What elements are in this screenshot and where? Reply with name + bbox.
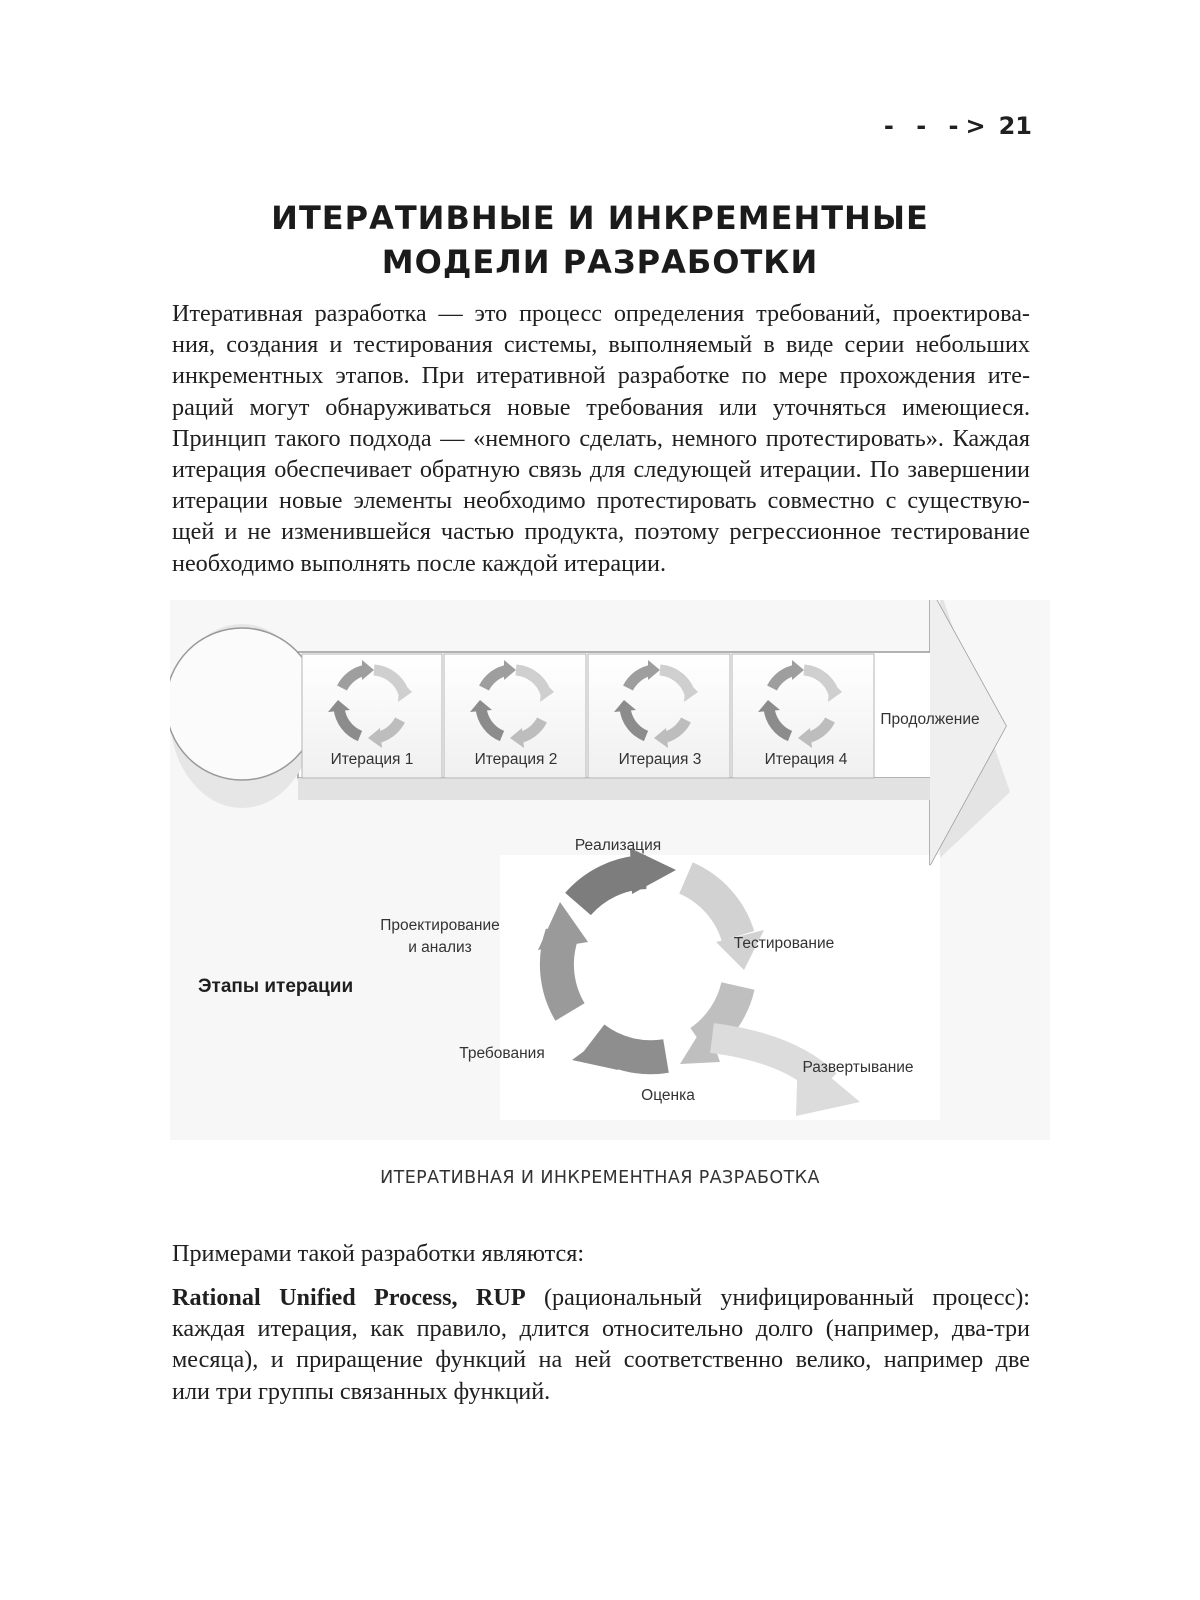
intro-line: Принцип такого подхода — «немного сделать, немного протестировать». Каждая [172,424,1030,452]
iteration-label: Итерация 3 [618,751,702,768]
title-line-1: ИТЕРАТИВНЫЕ И ИНКРЕМЕНТНЫЕ [271,199,929,237]
stage-testing: Тестирование [733,935,835,952]
intro-line: необходимо выполнять после каждой итерации. [172,549,667,577]
iteration-panel [732,654,874,778]
rup-paragraph [172,1282,1030,1407]
intro-line: щей и не изменившейся частью продукта, поэтому регрессионное тестирование [172,518,1030,546]
stage-implementation: Реализация [574,837,662,854]
rup-line: или три группы связанных функций. [172,1377,551,1405]
rup-line-1 [172,1282,1030,1313]
iteration-panel [588,654,730,778]
examples-intro: Примерами такой разработки являются: [172,1240,585,1267]
stage-deployment: Развертывание [802,1059,914,1076]
rup-term: Rational Unified Process, RUP [172,1284,526,1311]
rup-line-1-rest: (рациональный унифицированный процесс): [525,1284,1030,1311]
start-circle [170,628,318,780]
iteration-panel [302,654,442,778]
iteration-label: Итерация 1 [330,751,414,768]
intro-line: итерации новые элементы необходимо протестировать совместно с существую- [172,487,1030,515]
intro-line: Итеративная разработка — это процесс определения требований, проектирова- [172,300,1030,327]
rup-line: каждая итерация, как правило, длится относительно долго (например, два-три [172,1315,1030,1343]
figure-svg [170,600,1050,1140]
stage-design-line-2: и анализ [408,939,472,956]
page-number: 21 [998,112,1032,140]
intro-line: инкрементных этапов. При итеративной разработке по мере прохождения ите- [172,362,1030,390]
continuation-label: Продолжение [880,711,980,728]
intro-line: раций могут обнаруживаться новые требования или уточняться имеющиеся. [172,393,1030,421]
arrow-base-shade [298,778,930,800]
iteration-label: Итерация 4 [764,751,848,768]
rup-line: месяца), и приращение функций на ней соответственно велико, например две [172,1346,1030,1374]
iteration-panel [444,654,586,778]
intro-line: итерация обеспечивает обратную связь для следующей итерации. По завершении [172,456,1030,484]
intro-line: ния, создания и тестирования системы, выполняемый в виде серии небольших [172,331,1030,359]
stage-evaluation: Оценка [641,1087,695,1104]
figure-caption: ИТЕРАТИВНАЯ И ИНКРЕМЕНТНАЯ РАЗРАБОТКА [380,1168,820,1188]
iteration-label: Итерация 2 [474,751,558,768]
stage-design-line-1: Проектирование [380,917,500,934]
intro-paragraph [172,298,1030,579]
iterative-development-figure [170,600,1050,1140]
section-title [0,196,1200,284]
page-number-marker [884,112,1032,140]
stage-requirements: Требования [459,1045,545,1062]
title-line-2: МОДЕЛИ РАЗРАБОТКИ [381,243,819,281]
stages-title: Этапы итерации [198,976,354,997]
page-marker-dashes: - - -> [883,112,993,140]
